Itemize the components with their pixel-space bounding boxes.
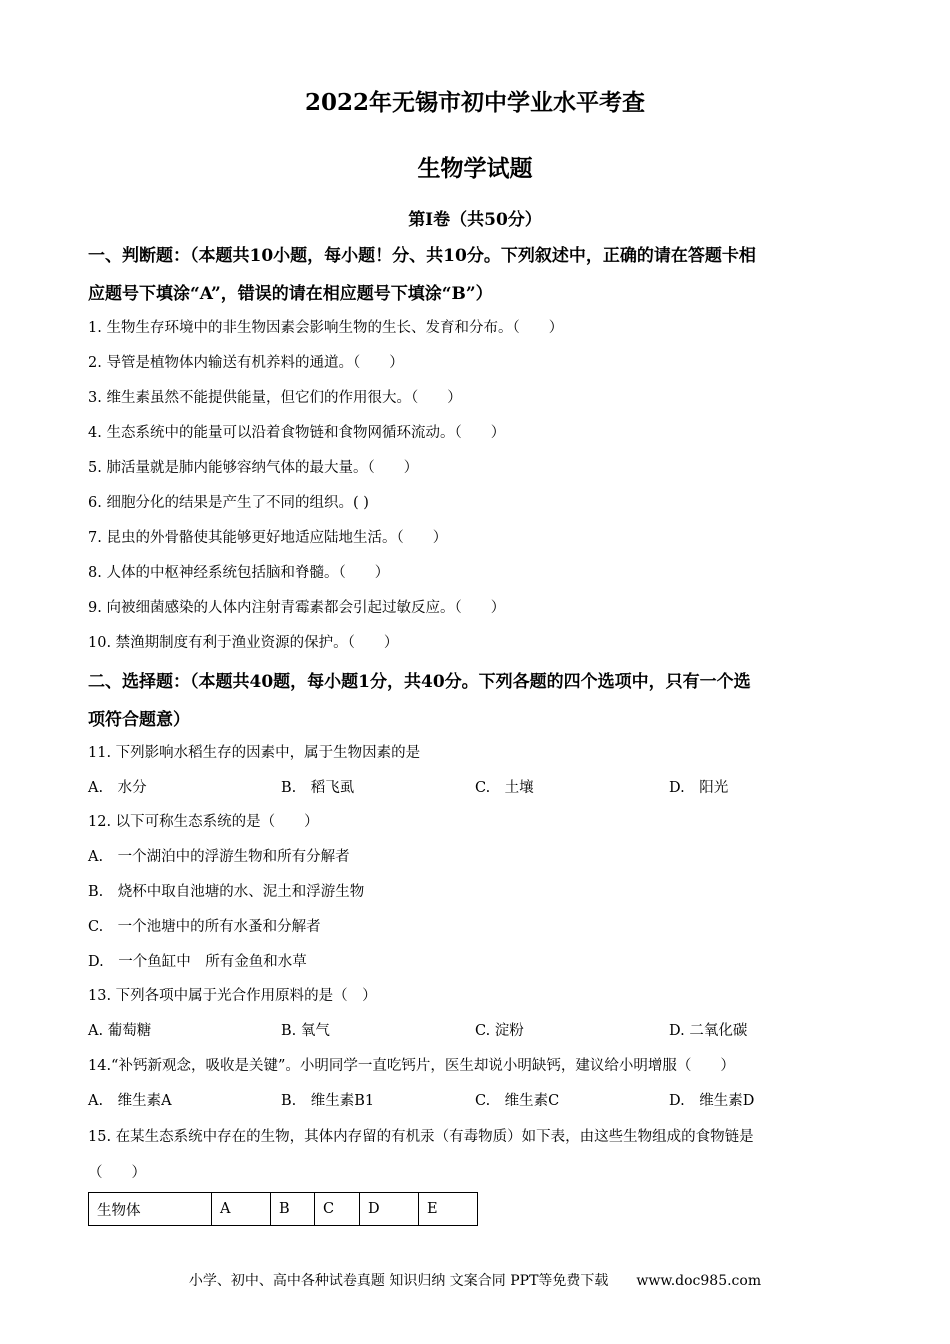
- judgment-item: 7. 昆虫的外骨骼使其能够更好地适应陆地生活。（ ）: [88, 530, 448, 546]
- table-cell: A: [212, 1193, 271, 1226]
- option-c: C. 一个池塘中的所有水蚤和分解者: [88, 919, 321, 935]
- table-cell: C: [315, 1193, 360, 1226]
- table-cell: 生物体: [89, 1193, 212, 1226]
- page-footer: 小学、初中、高中各种试卷真题 知识归纳 文案合同 PPT等免费下载 www.doc985.com: [188, 1273, 762, 1289]
- table-cell: E: [419, 1193, 478, 1226]
- judgment-item: 9. 向被细菌感染的人体内注射青霉素都会引起过敏反应。（ ）: [88, 600, 506, 616]
- option-b: B. 烧杯中取自池塘的水、泥土和浮游生物: [88, 884, 365, 900]
- option-c: C. 维生素C: [475, 1093, 560, 1109]
- judgment-item: 10. 禁渔期制度有利于渔业资源的保护。（ ）: [88, 635, 399, 651]
- judgment-item: 1. 生物生存环境中的非生物因素会影响生物的生长、发育和分布。（ ）: [88, 320, 564, 336]
- question-stem: 11. 下列影响水稻生存的因素中，属于生物因素的是: [88, 745, 421, 761]
- judgment-item: 5. 肺活量就是肺内能够容纳气体的最大量。（ ）: [88, 460, 419, 476]
- option-c: C. 淀粉: [475, 1023, 524, 1039]
- judgment-item: 8. 人体的中枢神经系统包括脑和脊髓。（ ）: [88, 565, 390, 581]
- section1-heading-line1: 一、判断题：（本题共10小题，每小题！分、共10分。下列叙述中，正确的请在答题卡相: [88, 246, 756, 266]
- table-cell: D: [360, 1193, 419, 1226]
- question-stem: 12. 以下可称生态系统的是（ ）: [88, 814, 319, 830]
- table-cell: B: [271, 1193, 315, 1226]
- table-row: [89, 1193, 478, 1226]
- question-stem: 14.“补钙新观念，吸收是关键”。小明同学一直吃钙片，医生却说小明缺钙，建议给小明增服（ ）: [88, 1058, 735, 1074]
- option-b: B. 稻飞虱: [281, 780, 355, 796]
- section2-heading-line1: 二、选择题：（本题共40题，每小题1分，共40分。下列各题的四个选项中，只有一个选: [88, 672, 751, 692]
- option-d: D. 二氧化碳: [669, 1023, 748, 1039]
- question-stem: 15. 在某生态系统中存在的生物，其体内存留的有机汞（有毒物质）如下表，由这些生物组成的食物链是: [88, 1129, 754, 1145]
- page-subtitle: 生物学试题: [417, 155, 533, 182]
- judgment-item: 6. 细胞分化的结果是产生了不同的组织。( ): [88, 495, 369, 511]
- option-d: D. 一个鱼缸中 所有金鱼和水草: [88, 954, 307, 970]
- judgment-item: 4. 生态系统中的能量可以沿着食物链和食物网循环流动。（ ）: [88, 425, 506, 441]
- option-a: A. 一个湖泊中的浮游生物和所有分解者: [88, 849, 350, 865]
- option-b: B. 氧气: [281, 1023, 330, 1039]
- option-b: B. 维生素B1: [281, 1093, 375, 1109]
- volume-heading: 第Ⅰ卷（共50分）: [408, 210, 542, 230]
- judgment-item: 2. 导管是植物体内输送有机养料的通道。（ ）: [88, 355, 404, 371]
- section1-heading-line2: 应题号下填涂“A”，错误的请在相应题号下填涂“B”）: [88, 284, 493, 304]
- answer-blank: （ ）: [88, 1165, 146, 1181]
- option-c: C. 土壤: [475, 780, 534, 796]
- option-d: D. 阳光: [669, 780, 729, 796]
- question-stem: 13. 下列各项中属于光合作用原料的是（ ）: [88, 988, 377, 1004]
- option-a: A. 水分: [88, 780, 147, 796]
- section2-heading-line2: 项符合题意）: [88, 710, 190, 730]
- option-a: A. 维生素A: [88, 1093, 172, 1109]
- option-d: D. 维生素D: [669, 1093, 755, 1109]
- page-title: 2022年无锡市初中学业水平考查: [304, 89, 645, 116]
- option-a: A. 葡萄糖: [88, 1023, 152, 1039]
- judgment-item: 3. 维生素虽然不能提供能量，但它们的作用很大。（ ）: [88, 390, 462, 406]
- organism-table: [88, 1192, 478, 1226]
